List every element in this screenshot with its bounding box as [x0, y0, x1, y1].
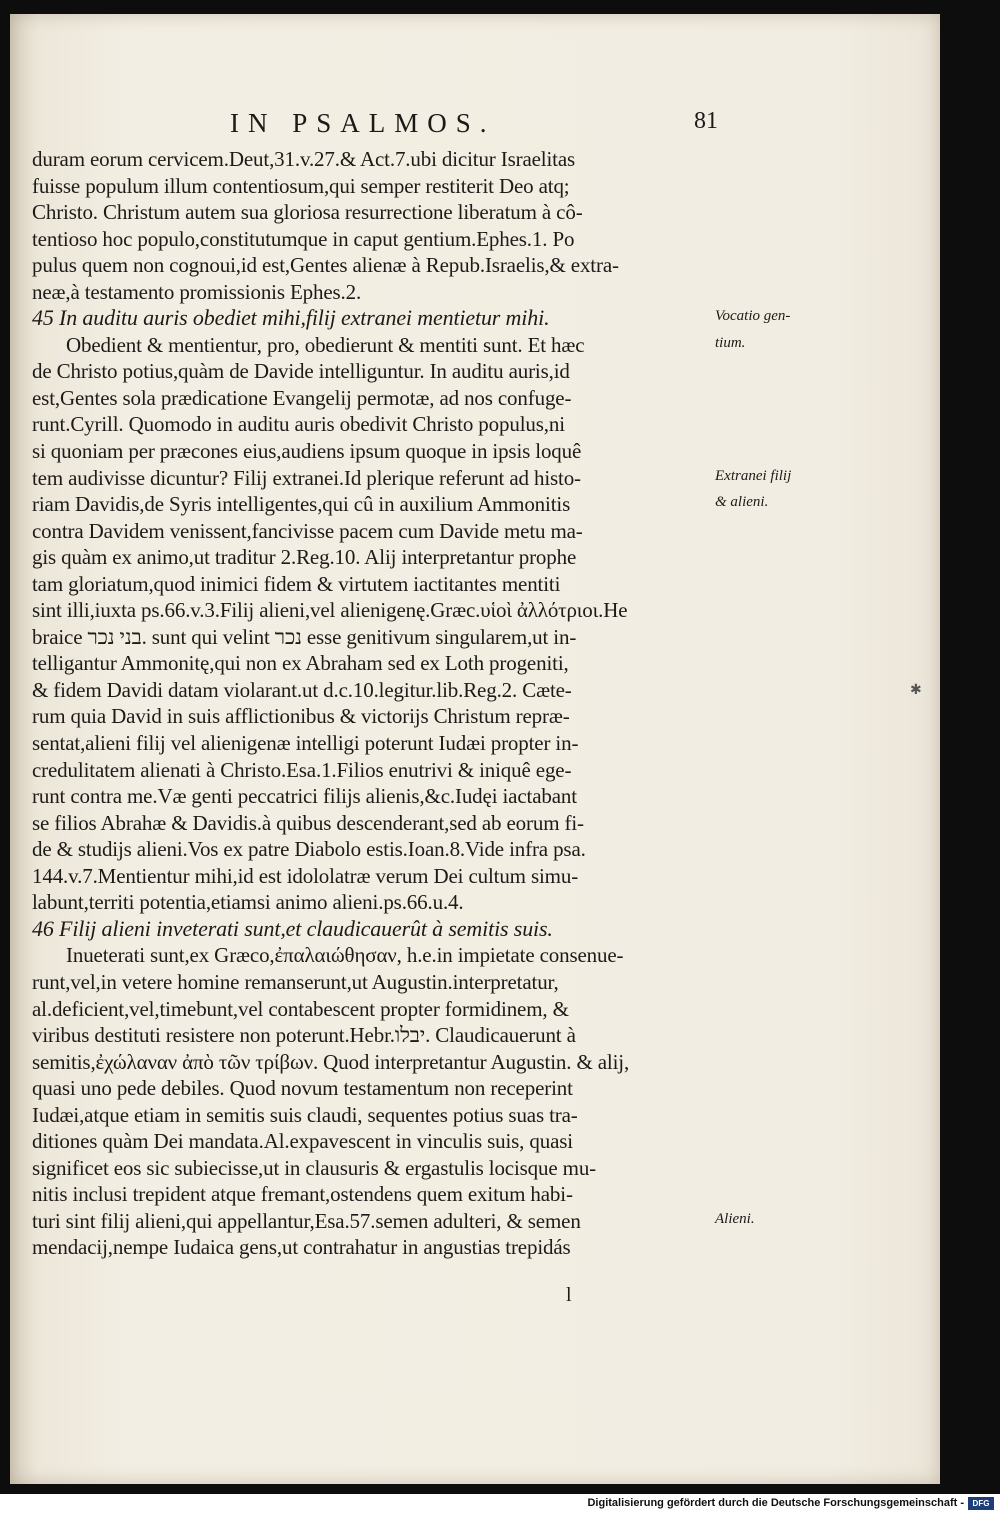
- text-line: runt.Cyrill. Quomodo in auditu auris obedivit Christo populus,ni: [32, 412, 565, 437]
- margin-note: Alieni.: [715, 1211, 755, 1227]
- text-line: tam gloriatum,quod inimici fidem & virtutem iactitantes mentiti: [32, 571, 561, 596]
- book-page: [10, 14, 940, 1484]
- text-line: de Christo potius,quàm de Davide intelliguntur. In auditu auris,id: [32, 359, 570, 384]
- text-line: significet eos sic subiecisse,ut in clausuris & ergastulis locisque mu-: [32, 1155, 597, 1180]
- text-line: Inueterati sunt,ex Græco,ἐπαλαιώθησαν, h.e.in impietate consenue-: [66, 943, 624, 968]
- text-line: Christo. Christum autem sua gloriosa resurrectione liberatum à cô-: [32, 200, 583, 225]
- text-line: est,Gentes sola prædicatione Evangelij permotæ, ad nos confuge-: [32, 385, 572, 410]
- text-line: si quoniam per præcones eius,audiens ipsum quoque in ipsis loquê: [32, 439, 582, 464]
- running-title: IN PSALMOS.: [230, 108, 496, 138]
- text-line: nitis inclusi trepident atque fremant,ostendens quem exitum habi-: [32, 1182, 573, 1207]
- text-line: telligantur Ammonitę,qui non ex Abraham sed ex Loth progeniti,: [32, 651, 569, 676]
- text-line: rum quia David in suis afflictionibus & victorijs Christum repræ-: [32, 704, 570, 729]
- text-line: contra Davidem venissent,fancivisse pacem cum Davide metu ma-: [32, 518, 583, 543]
- text-line: semitis,ἐχώλαναν ἀπὸ τῶν τρίβων. Quod interpretantur Augustin. & alij,: [32, 1049, 630, 1074]
- main-text-column: [32, 146, 720, 1261]
- text-line: tem audivisse dicuntur? Filij extranei.Id plerique referunt ad histo-: [32, 465, 581, 490]
- text-line: quasi uno pede debiles. Quod novum testamentum non receperint: [32, 1076, 573, 1101]
- text-line: 144.v.7.Mentientur mihi,id est idololatræ verum Dei cultum simu-: [32, 863, 579, 888]
- text-line: credulitatem alienati à Christo.Esa.1.Filios enutrivi & iniquê ege-: [32, 757, 572, 782]
- page-number: 81: [694, 108, 718, 134]
- text-line: riam Davidis,de Syris intelligentes,qui cû in auxilium Ammonitis: [32, 492, 571, 517]
- footer-credit: Digitalisierung gefördert durch die Deutsche Forschungsgemeinschaft -: [587, 1497, 964, 1509]
- text-line: runt contra me.Væ genti peccatrici filijs alienis,&c.Iudęi iactabant: [32, 784, 577, 809]
- text-line: Iudæi,atque etiam in semitis suis claudi, sequentes potius suas tra-: [32, 1102, 578, 1127]
- ink-speck: ✱: [910, 683, 922, 698]
- text-line: se filios Abrahæ & Davidis.à quibus descenderant,sed ab eorum fi-: [32, 810, 584, 835]
- text-line: al.deficient,vel,timebunt,vel contabescent propter formidinem, &: [32, 996, 569, 1021]
- verse-heading: 45 In auditu auris obediet mihi,filij extranei mentietur mihi.: [32, 305, 550, 331]
- text-line: fuisse populum illum contentiosum,qui semper restiterit Deo atq;: [32, 173, 570, 198]
- text-line: pulus quem non cognoui,id est,Gentes alienæ à Repub.Israelis,& extra-: [32, 253, 619, 278]
- text-line: mendacij,nempe Iudaica gens,ut contrahatur in angustias trepidás: [32, 1235, 571, 1260]
- text-line: turi sint filij alieni,qui appellantur,Esa.57.semen adulteri, & semen: [32, 1208, 581, 1233]
- text-line: sint illi,iuxta ps.66.v.3.Filij alieni,vel alienigenę.Græc.υἱοὶ ἀλλότριοι.He: [32, 598, 628, 623]
- text-line: de & studijs alieni.Vos ex patre Diabolo estis.Ioan.8.Vide infra psa.: [32, 837, 586, 862]
- text-line: gis quàm ex animo,ut traditur 2.Reg.10. Alij interpretantur prophe: [32, 545, 577, 570]
- text-line: labunt,territi potentia,etiamsi animo alieni.ps.66.u.4.: [32, 890, 464, 915]
- margin-note: & alieni.: [715, 494, 769, 511]
- verse-heading: 46 Filij alieni inveterati sunt,et claudicauerût à semitis suis.: [32, 915, 553, 941]
- text-line: viribus destituti resistere non poterunt.Hebr.יבלו. Claudicauerunt à: [32, 1023, 576, 1048]
- text-line: neæ,à testamento promissionis Ephes.2.: [32, 279, 362, 304]
- text-line: sentat,alieni filij vel alienigenæ intelligi poterunt Iudæi propter in-: [32, 731, 579, 756]
- text-line: & fidem Davidi datam violarant.ut d.c.10.legitur.lib.Reg.2. Cæte-: [32, 677, 572, 702]
- text-line: tentioso hoc populo,constitutumque in caput gentium.Ephes.1. Po: [32, 226, 575, 251]
- text-line: Obedient & mentientur, pro, obedierunt & mentiti sunt. Et hæc: [66, 332, 585, 357]
- text-line: duram eorum cervicem.Deut,31.v.27.& Act.7.ubi dicitur Israelitas: [32, 147, 576, 171]
- margin-note: tium.: [715, 334, 746, 351]
- text-line: runt,vel,in vetere homine remanserunt,ut Augustin.interpretatur,: [32, 969, 559, 994]
- margin-note: Extranei filij: [715, 467, 792, 484]
- text-line: braice בני נכר. sunt qui velint נכר esse genitivum singularem,ut in-: [32, 624, 577, 649]
- signature-mark: l: [566, 1284, 572, 1306]
- margin-note: Vocatio gen-: [715, 308, 791, 325]
- page-header: [10, 102, 940, 142]
- dfg-logo: DFG: [968, 1497, 994, 1510]
- text-line: ditiones quàm Dei mandata.Al.expavescent in vinculis suis, quasi: [32, 1129, 573, 1154]
- digitization-footer: [0, 1494, 1000, 1514]
